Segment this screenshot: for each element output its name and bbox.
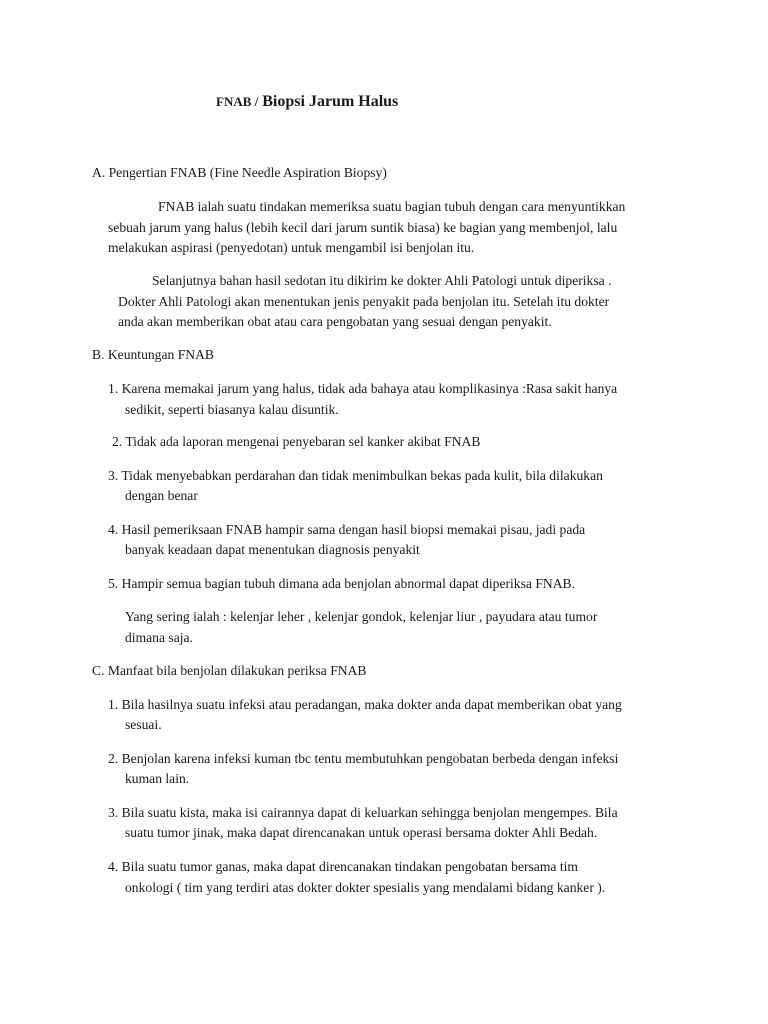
section-b-note-line2: dimana saja. — [125, 630, 193, 645]
section-b-item2-line1: 2. Tidak ada laporan mengenai penyebaran sel kanker akibat FNAB — [112, 434, 481, 449]
section-c-item2-line2: kuman lain. — [125, 771, 190, 786]
section-b-note-line1: Yang sering ialah : kelenjar leher , kelenjar gondok, kelenjar liur , payudara atau tumor — [125, 609, 598, 624]
section-c-item3-line1: 3. Bila suatu kista, maka isi cairannya dapat di keluarkan sehingga benjolan mengempes. Bila — [108, 805, 618, 820]
section-b-item1-line1: 1. Karena memakai jarum yang halus, tidak ada bahaya atau komplikasinya :Rasa sakit hanya — [108, 381, 618, 396]
section-a-para1-line1: FNAB ialah suatu tindakan memeriksa suatu bagian tubuh dengan cara menyuntikkan — [158, 199, 626, 214]
title-main: Biopsi Jarum Halus — [262, 93, 399, 110]
section-c-item1-line2: sesuai. — [125, 717, 162, 732]
section-b-item1-line2: sedikit, seperti biasanya kalau disuntik. — [125, 402, 339, 417]
section-a-para2-line3: anda akan memberikan obat atau cara pengobatan yang sesuai dengan penyakit. — [118, 314, 552, 329]
section-b-heading: B. Keuntungan FNAB — [92, 347, 214, 362]
section-b-item3-line1: 3. Tidak menyebabkan perdarahan dan tidak menimbulkan bekas pada kulit, bila dilakukan — [108, 468, 603, 483]
section-b-item3-line2: dengan benar — [125, 488, 198, 503]
section-b-item4-line1: 4. Hasil pemeriksaan FNAB hampir sama dengan hasil biopsi memakai pisau, jadi pada — [108, 522, 586, 537]
section-c-item4-line2: onkologi ( tim yang terdiri atas dokter dokter spesialis yang mendalami bidang kanker ). — [125, 880, 606, 895]
section-a-para1-line2: sebuah jarum yang halus (lebih kecil dari jarum suntik biasa) ke bagian yang membenjol, lalu — [108, 220, 618, 235]
section-b-item4-line2: banyak keadaan dapat menentukan diagnosis penyakit — [125, 542, 420, 557]
section-c-item3-line2: suatu tumor jinak, maka dapat direncanakan untuk operasi bersama dokter Ahli Bedah. — [125, 825, 598, 840]
section-a-para2-line1: Selanjutnya bahan hasil sedotan itu dikirim ke dokter Ahli Patologi untuk diperiksa . — [152, 273, 612, 288]
title-prefix: FNAB / — [216, 94, 259, 109]
section-c-item1-line1: 1. Bila hasilnya suatu infeksi atau peradangan, maka dokter anda dapat memberikan obat yang — [108, 697, 622, 712]
section-c-item4-line1: 4. Bila suatu tumor ganas, maka dapat direncanakan tindakan pengobatan bersama tim — [108, 859, 578, 874]
section-a-para2-line2: Dokter Ahli Patologi akan menentukan jenis penyakit pada benjolan itu. Setelah itu dokter — [118, 294, 610, 309]
section-c-item2-line1: 2. Benjolan karena infeksi kuman tbc tentu membutuhkan pengobatan berbeda dengan infeksi — [108, 751, 619, 766]
section-b-item5-line1: 5. Hampir semua bagian tubuh dimana ada benjolan abnormal dapat diperiksa FNAB. — [108, 576, 575, 591]
section-a-para1-line3: melakukan aspirasi (penyedotan) untuk mengambil isi benjolan itu. — [108, 240, 475, 255]
section-c-heading: C. Manfaat bila benjolan dilakukan periksa FNAB — [92, 663, 367, 678]
section-a-heading: A. Pengertian FNAB (Fine Needle Aspiration Biopsy) — [92, 165, 387, 180]
document-title — [216, 93, 398, 111]
